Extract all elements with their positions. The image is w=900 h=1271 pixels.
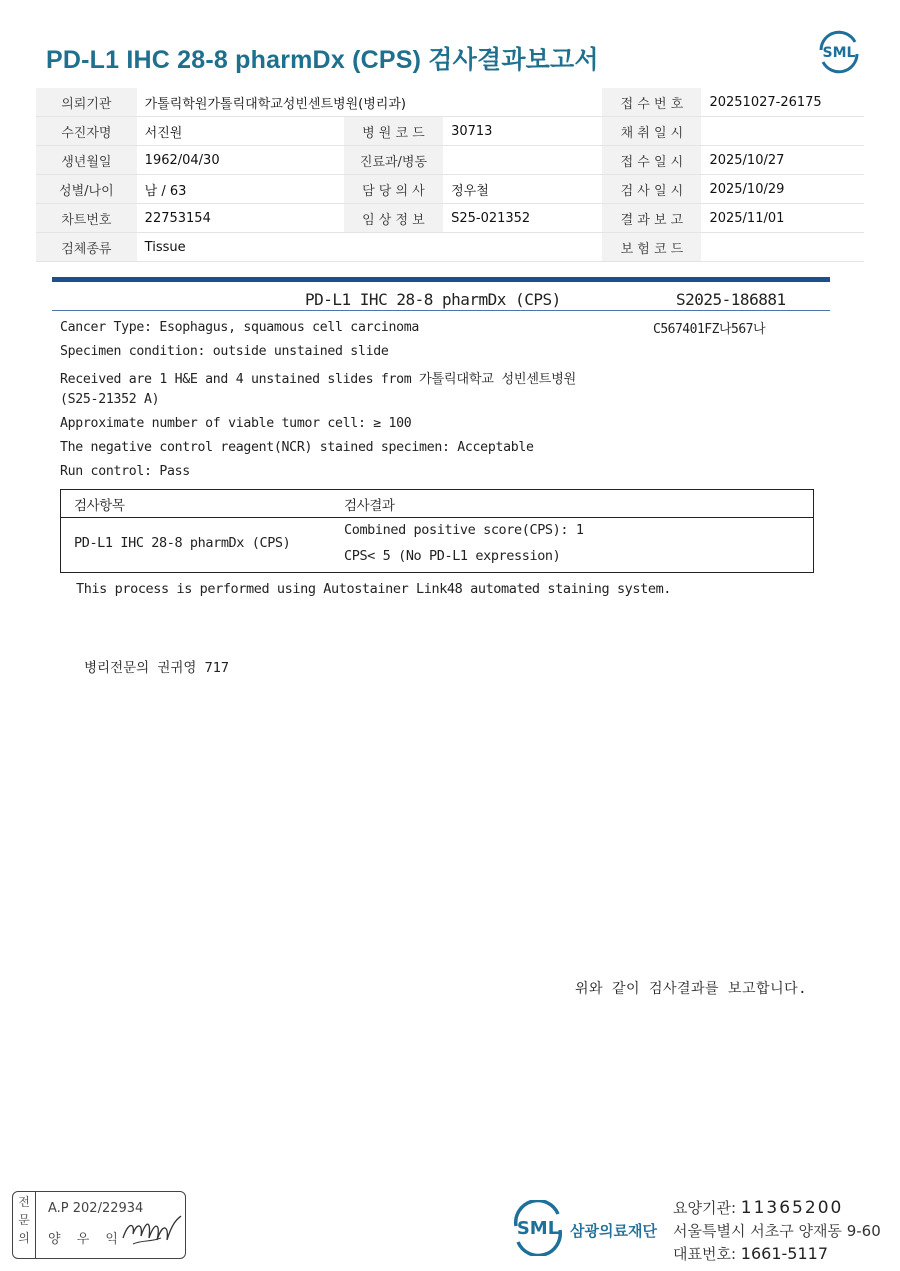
patient-info-table <box>36 88 864 262</box>
tumor-cell-line: Approximate number of viable tumor cell: ≥ 100 <box>60 416 412 431</box>
stamp-side-char: 전 <box>18 1195 30 1209</box>
label-receipt-date: 접 수 일 시 <box>602 146 701 175</box>
sml-footer-logo <box>508 1200 568 1256</box>
label-requesting-institution: 의뢰기관 <box>36 88 137 117</box>
label-hospital-code: 병 원 코 드 <box>344 117 443 146</box>
value-birth-date: 1962/04/30 <box>137 146 344 175</box>
result-item: PD-L1 IHC 28-8 pharmDx (CPS) <box>74 535 291 551</box>
case-number-line: (S25-21352 A) <box>60 392 160 407</box>
info-row <box>36 117 864 146</box>
value-insurance-code <box>701 233 864 262</box>
result-cps-score: Combined positive score(CPS): 1 <box>344 522 584 538</box>
label-clinical-info: 임 상 정 보 <box>344 204 443 233</box>
stamp-license: A.P 202/22934 <box>48 1201 144 1216</box>
report-top-rule <box>52 277 830 282</box>
value-receipt-number: 20251027-26175 <box>701 88 864 117</box>
label-sex-age: 성별/나이 <box>36 175 137 204</box>
info-row <box>36 233 864 262</box>
agency-number-line <box>673 1197 843 1218</box>
value-hospital-code: 30713 <box>443 117 602 146</box>
result-col-item-header: 검사항목 <box>74 498 125 514</box>
label-collection-date: 채 취 일 시 <box>602 117 701 146</box>
info-row <box>36 146 864 175</box>
agency-label: 요양기관: <box>673 1199 741 1217</box>
svg-text:SML: SML <box>822 45 856 61</box>
result-interpretation: CPS< 5 (No PD-L1 expression) <box>344 548 561 564</box>
process-note: This process is performed using Autostainer Link48 automated staining system. <box>76 581 672 597</box>
received-slides-line: Received are 1 H&E and 4 unstained slides from 가톨릭대학교 성빈센트병원 <box>60 372 576 387</box>
stamp-name: 양 우 익 <box>48 1232 124 1247</box>
stamp-side-char: 문 <box>18 1213 30 1227</box>
report-code: C567401FZ나567나 <box>653 322 766 337</box>
address-line: 서울특별시 서초구 양재동 9-60 <box>673 1222 881 1240</box>
report-title: PD-L1 IHC 28-8 pharmDx (CPS) 검사결과보고서 <box>46 46 599 74</box>
result-table <box>60 489 814 573</box>
negative-control-line: The negative control reagent(NCR) stained specimen: Acceptable <box>60 440 534 455</box>
label-chart-number: 차트번호 <box>36 204 137 233</box>
svg-text:SML: SML <box>516 1218 560 1239</box>
value-doctor: 정우철 <box>443 175 602 204</box>
agency-number: 11365200 <box>740 1198 844 1218</box>
report-number: S2025-186881 <box>676 290 786 309</box>
value-patient-name: 서진원 <box>137 117 344 146</box>
report-closing: 위와 같이 검사결과를 보고합니다. <box>575 981 808 997</box>
cancer-type-line: Cancer Type: Esophagus, squamous cell carcinoma <box>60 320 420 335</box>
phone-number: 1661-5117 <box>740 1244 829 1263</box>
label-report-date: 결 과 보 고 <box>602 204 701 233</box>
result-table-header <box>61 490 813 518</box>
value-specimen-type: Tissue <box>137 233 603 262</box>
info-row <box>36 204 864 233</box>
sml-logo <box>815 30 863 74</box>
run-control-line: Run control: Pass <box>60 464 190 479</box>
value-receipt-date: 2025/10/27 <box>701 146 864 175</box>
specimen-condition-line: Specimen condition: outside unstained slide <box>60 344 389 359</box>
report-test-name: PD-L1 IHC 28-8 pharmDx (CPS) <box>305 290 561 309</box>
label-birth-date: 생년월일 <box>36 146 137 175</box>
phone-label: 대표번호: <box>673 1245 741 1263</box>
label-receipt-number: 접 수 번 호 <box>602 88 701 117</box>
label-specimen-type: 검체종류 <box>36 233 137 262</box>
specialist-stamp <box>12 1191 186 1259</box>
organization-name: 삼광의료재단 <box>570 1222 657 1240</box>
info-row <box>36 88 864 117</box>
value-report-date: 2025/11/01 <box>701 204 864 233</box>
value-collection-date <box>701 117 864 146</box>
label-doctor: 담 당 의 사 <box>344 175 443 204</box>
report-header-divider <box>52 310 830 311</box>
handwritten-signature <box>121 1210 183 1250</box>
pathologist-signature: 병리전문의 권귀영 717 <box>84 660 229 676</box>
value-test-date: 2025/10/29 <box>701 175 864 204</box>
phone-line <box>673 1243 828 1264</box>
label-patient-name: 수진자명 <box>36 117 137 146</box>
info-row <box>36 175 864 204</box>
value-requesting-institution: 가톨릭학원가톨릭대학교성빈센트병원(병리과) <box>137 88 603 117</box>
value-department <box>443 146 602 175</box>
value-chart-number: 22753154 <box>137 204 344 233</box>
label-department: 진료과/병동 <box>344 146 443 175</box>
label-test-date: 검 사 일 시 <box>602 175 701 204</box>
value-clinical-info: S25-021352 <box>443 204 602 233</box>
value-sex-age: 남 / 63 <box>137 175 344 204</box>
label-insurance-code: 보 험 코 드 <box>602 233 701 262</box>
stamp-side-label <box>13 1192 36 1258</box>
stamp-side-char: 의 <box>18 1231 30 1245</box>
result-col-result-header: 검사결과 <box>344 498 395 514</box>
